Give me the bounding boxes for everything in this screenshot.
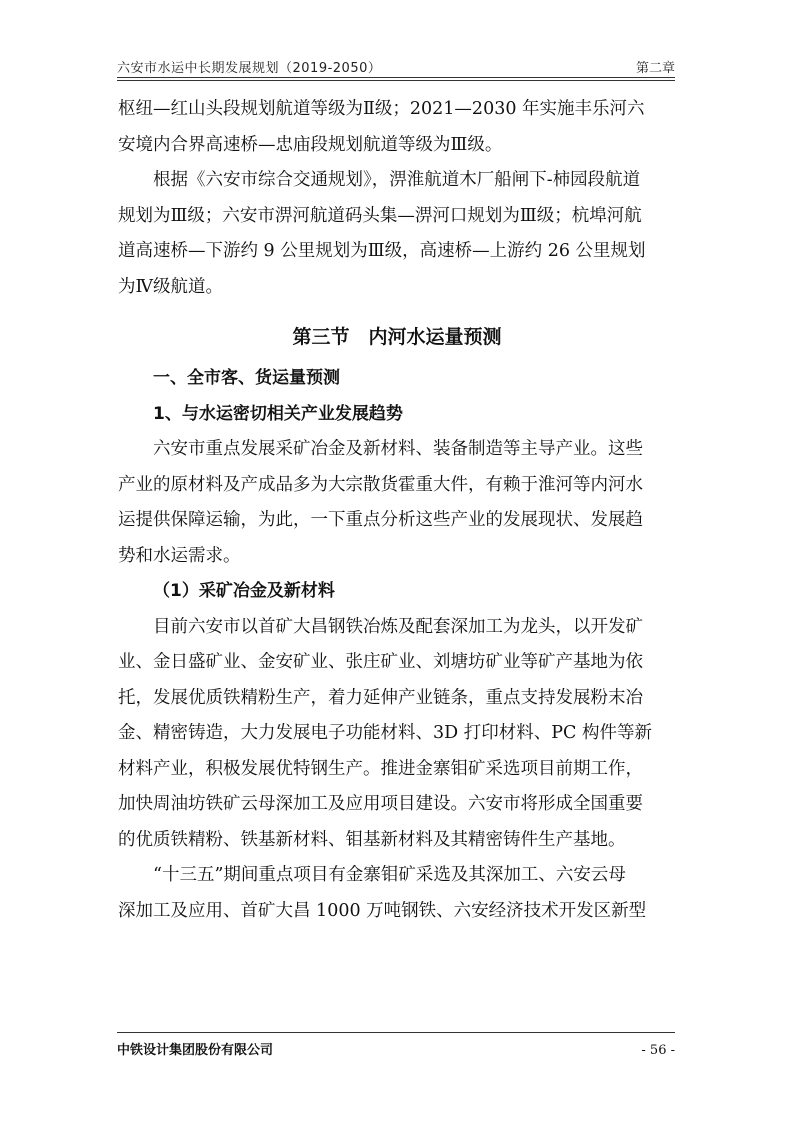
paragraph-5 <box>118 858 676 929</box>
text-line: 业、金日盛矿业、金安矿业、张庄矿业、刘塘坊矿业等矿产基地为依 <box>118 652 643 672</box>
text-line: 金、精密铸造，大力发展电子功能材料、3D 打印材料、PC 构件等新 <box>118 723 652 743</box>
header-title: 六安市水运中长期发展规划（2019-2050） <box>117 61 382 76</box>
text-line: “十三五”期间重点项目有金寨钼矿采选及其深加工、六安云母 <box>153 865 626 885</box>
text-line: 六安市重点发展采矿冶金及新材料、装备制造等主导产业。这些 <box>153 439 643 459</box>
paragraph-3 <box>118 432 676 574</box>
paragraph-4 <box>118 610 676 859</box>
heading-level-3: （1）采矿冶金及新材料 <box>153 581 335 601</box>
document-body <box>118 92 676 929</box>
text-line: 的优质铁精粉、铁基新材料、钼基新材料及其精密铸件生产基地。 <box>118 829 626 850</box>
heading-level-2: 1、与水运密切相关产业发展趋势 <box>153 403 403 424</box>
paragraph-1 <box>118 92 676 163</box>
text-line: 深加工及应用、首矿大昌 1000 万吨钢铁、六安经济技术开发区新型 <box>118 900 647 921</box>
text-line: 枢纽—红山头段规划航道等级为Ⅱ级；2021—2030 年实施丰乐河六 <box>118 99 645 119</box>
text-line: 道高速桥—下游约 9 公里规划为Ⅲ级，高速桥—上游约 26 公里规划 <box>118 241 646 261</box>
text-line: 规划为Ⅲ级；六安市淠河航道码头集—淠河口规划为Ⅲ级；杭埠河航 <box>118 205 642 226</box>
text-line: 安境内合界高速桥—忠庙段规划航道等级为Ⅲ级。 <box>118 134 503 155</box>
paragraph-2 <box>118 163 676 305</box>
page-header <box>117 55 675 78</box>
text-line: 加快周油坊铁矿云母深加工及应用项目建设。六安市将形成全国重要 <box>118 794 643 814</box>
heading-level-1: 一、全市客、货运量预测 <box>153 368 340 388</box>
text-line: 托，发展优质铁精粉生产，着力延伸产业链条，重点支持发展粉末冶 <box>118 687 643 708</box>
text-line: 材料产业，积极发展优特钢生产。推进金寨钼矿采选项目前期工作， <box>118 758 643 779</box>
section-title: 第三节 内河水运量预测 <box>292 326 502 348</box>
company-name: 中铁设计集团股份有限公司 <box>117 1043 274 1058</box>
header-divider <box>117 80 675 81</box>
page-footer <box>117 1032 675 1058</box>
text-line: 运提供保障运输，为此，一下重点分析这些产业的发展现状、发展趋 <box>118 510 643 530</box>
text-line: 根据《六安市综合交通规划》，淠淮航道木厂船闸下-柿园段航道 <box>153 170 641 190</box>
text-line: 产业的原材料及产成品多为大宗散货霍重大件，有赖于淮河等内河水 <box>118 474 643 495</box>
text-line: 为Ⅳ级航道。 <box>118 276 223 297</box>
page-number: - 56 - <box>641 1043 675 1058</box>
text-line: 目前六安市以首矿大昌钢铁冶炼及配套深加工为龙头，以开发矿 <box>153 616 643 637</box>
text-line: 势和水运需求。 <box>118 545 241 566</box>
header-chapter: 第二章 <box>635 61 675 76</box>
